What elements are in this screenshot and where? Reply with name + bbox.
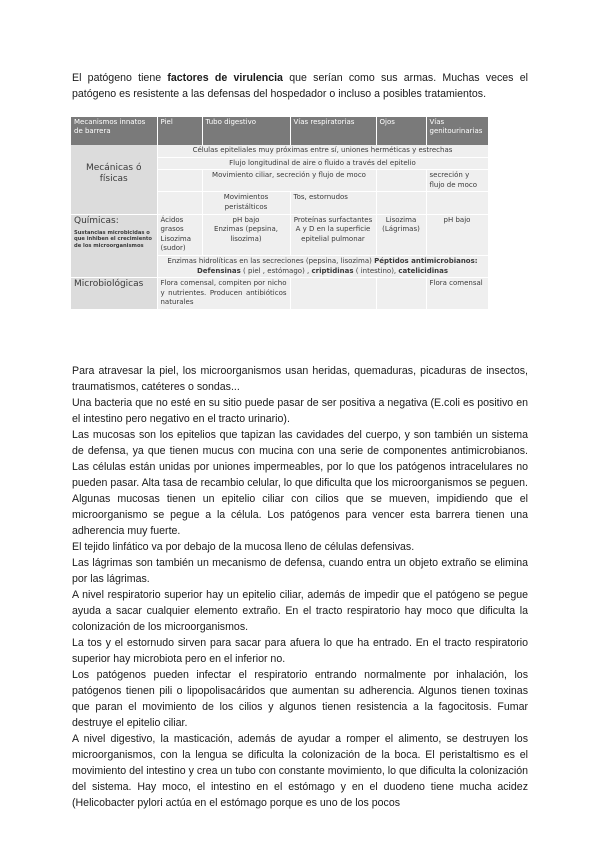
table-cell	[157, 170, 202, 192]
paragraph: Para atravesar la piel, los microorganismos usan heridas, quemaduras, picaduras de insectos, traumatismos, catéteres o sondas...	[72, 365, 528, 393]
table-header-cell: Vías genitourinarias	[426, 117, 488, 145]
table-header-cell: Piel	[157, 117, 202, 145]
table-header-row	[71, 117, 488, 145]
paragraph: Las mucosas son los epitelios que tapizan las cavidades del cuerpo, y son también un sistema de defensa, ya que tienen mucus con mucina con una serie de componentes antimicrobianos. Las células están unidas por uniones impermeables, por lo que los patógenos intracelulares no pueden pasar. Alta tasa de recambio celular, lo que dificulta que los microorganismos se peguen. Algunas mucosas tienen un epitelio ciliar con cilios que se mueven, impidiendo que el microorganismo se pegue a la célula. Los patógenos para vencer esta barrera tienen una adherencia muy fuerte.	[72, 429, 528, 537]
paragraph: Las lágrimas son también un mecanismo de defensa, cuando entra un objeto extraño se elimina por las lágrimas.	[72, 557, 528, 585]
table-cell: pH bajo	[426, 214, 488, 255]
barrier-mechanisms-table	[71, 117, 489, 310]
table-cell: Lisozima (Lágrimas)	[376, 214, 426, 255]
table-cell: Ácidos grasos Lisozima (sudor)	[157, 214, 202, 255]
paragraph: La tos y el estornudo sirven para sacar para afuera lo que ha entrado. En el tracto respiratorio superior hay microbiota pero en el inferior no.	[72, 637, 528, 665]
table-header-cell: Tubo digestivo	[202, 117, 290, 145]
table-cell: secreción y flujo de moco	[426, 170, 488, 192]
table-cell: Movimiento ciliar, secreción y flujo de moco	[202, 170, 376, 192]
table-header-cell: Ojos	[376, 117, 426, 145]
intro-text-after: que serían como sus armas. Muchas veces el patógeno es resistente a las defensas del hospedador o incluso a posibles tratamientos.	[72, 72, 528, 100]
intro-paragraph	[72, 70, 528, 102]
row-label-mecanicas: Mecánicas ó físicas	[71, 145, 157, 214]
table-cell: Flujo longitudinal de aire o fluido a través del epitelio	[157, 157, 488, 170]
table-header-cell: Mecanismos innatos de barrera	[71, 117, 157, 145]
table-cell	[426, 192, 488, 214]
table-cell: Flora comensal	[426, 278, 488, 310]
table-header-cell: Vías respiratorias	[290, 117, 376, 145]
intro-text-before: El patógeno tiene	[72, 72, 168, 84]
table-cell	[376, 278, 426, 310]
paragraph: Una bacteria que no esté en su sitio puede pasar de ser positiva a negativa (E.coli es positivo en el intestino pero negativo en el tracto urinario).	[72, 397, 528, 425]
row-label-microbiologicas: Microbiológicas	[71, 278, 157, 310]
paragraph: A nivel digestivo, la masticación, además de ayudar a romper el alimento, se destruyen los microorganismos, con la lengua se dificulta la colonización de la boca. El peristaltismo es el movimiento del intestino y crea un tubo con constante movimiento, lo que dificulta la colonización del sistema. Hay moco, el intestino en el estómago y en el duodeno tiene mucha acidez (Helicobacter pylori actúa en el estómago porque es uno de los pocos	[72, 733, 528, 809]
table-cell	[290, 278, 376, 310]
table-row	[71, 278, 488, 310]
table-row	[71, 214, 488, 255]
table-cell: Células epiteliales muy próximas entre sí, uniones herméticas y estrechas	[157, 145, 488, 157]
table-cell-peptides: Enzimas hidrolíticas en las secreciones (pepsina, lisozima) Péptidos antimicrobianos: Defensinas ( piel , estómago) , criptidinas ( intestino), catelicidinas	[157, 255, 488, 277]
table-cell	[157, 192, 202, 214]
intro-bold-term: factores de virulencia	[167, 72, 283, 84]
table-cell	[376, 170, 426, 192]
paragraph: A nivel respiratorio superior hay un epitelio ciliar, además de impedir que el patógeno se pegue ayuda a sacar cualquier elemento extraño. En el tracto respiratorio hay moco que dificulta la colonización de los microorganismos.	[72, 589, 528, 633]
table-row	[71, 145, 488, 157]
table-cell: Movimientos peristálticos	[202, 192, 290, 214]
table-cell: Proteínas surfactantes A y D en la superficie epitelial pulmonar	[290, 214, 376, 255]
body-text	[72, 363, 528, 811]
table-cell: pH bajo Enzimas (pepsina, lisozima)	[202, 214, 290, 255]
paragraph: El tejido linfático va por debajo de la mucosa lleno de células defensivas.	[72, 541, 415, 553]
paragraph: Los patógenos pueden infectar el respiratorio entrando normalmente por inhalación, los patógenos tienen pili o lipopolisacáridos que aumentan su adherencia. Algunos tienen toxinas que paran el movimiento de los cilios y algunos tienen resistencia a la fagocitosis. Fumar destruye el epitelio ciliar.	[72, 669, 528, 729]
table-cell: Flora comensal, compiten por nicho y nutrientes. Producen antibióticos naturales	[157, 278, 290, 310]
table-cell	[376, 192, 426, 214]
barrier-mechanisms-table-image	[71, 117, 488, 350]
table-cell: Tos, estornudos	[290, 192, 376, 214]
row-label-quimicas: Químicas: Sustancias microbicidas o que inhiben el crecimiento de los microorganismos	[71, 214, 157, 278]
